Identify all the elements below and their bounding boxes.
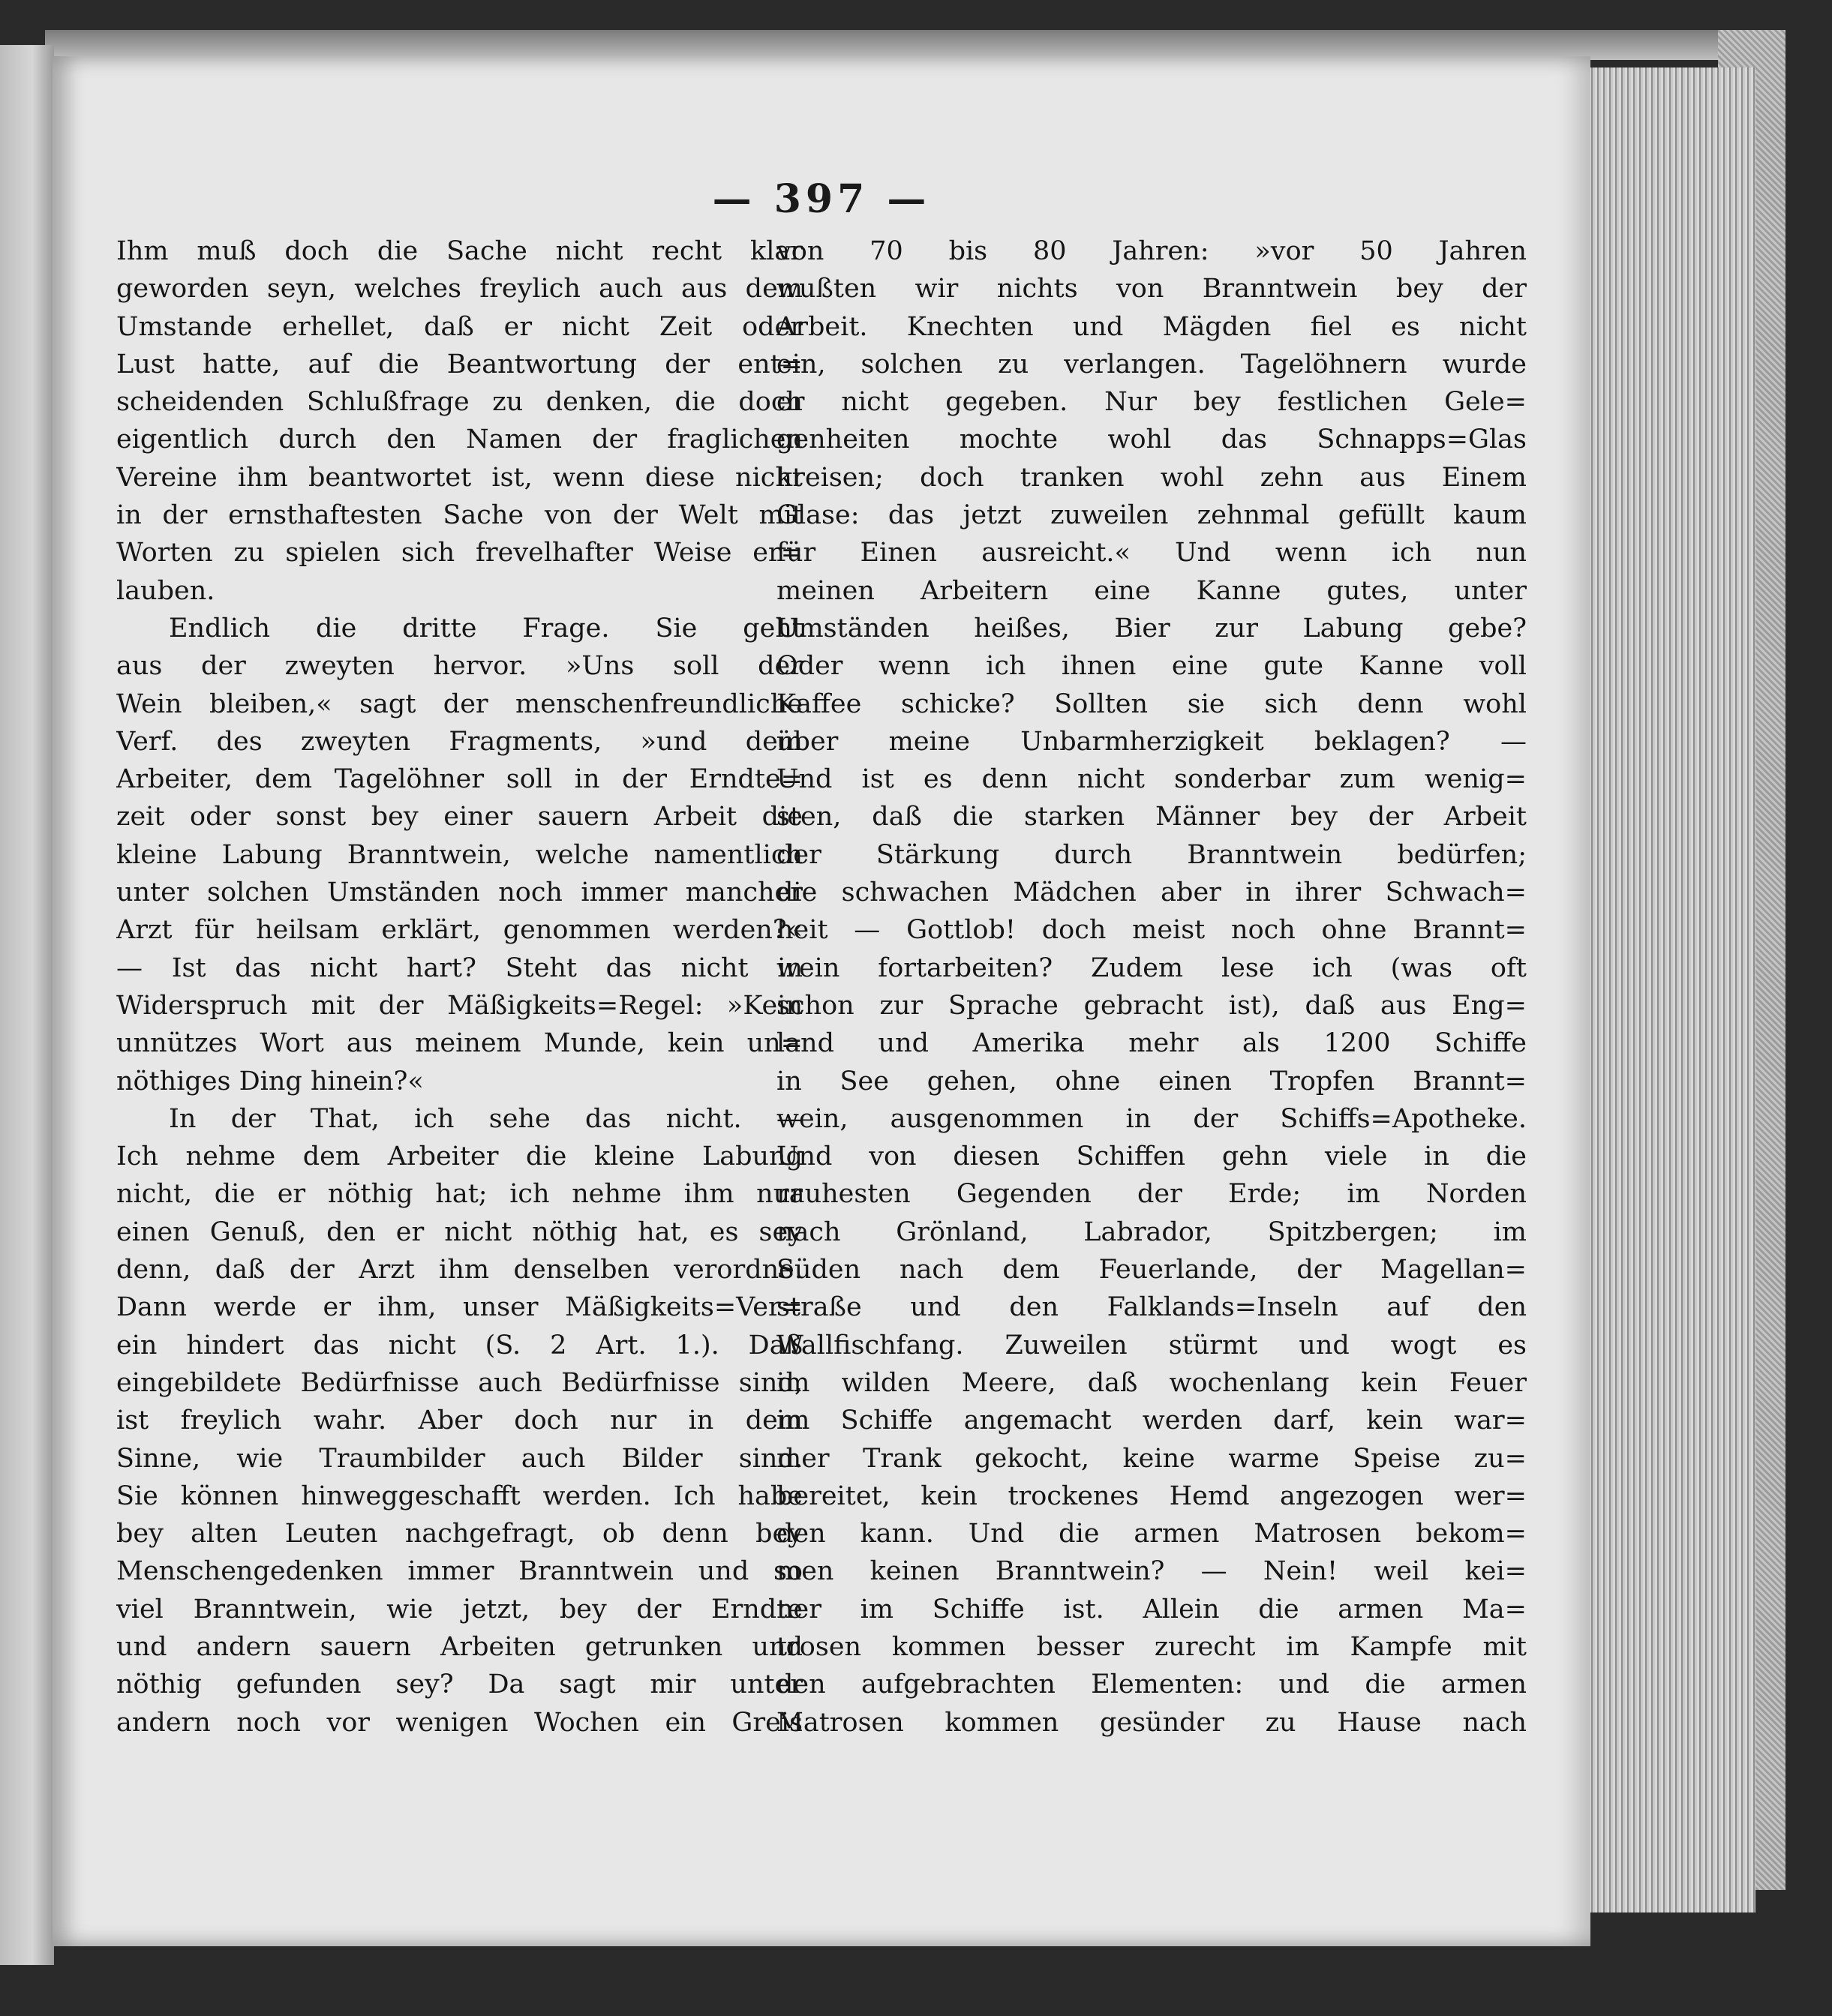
text-line: in See gehen, ohne einen Tropfen Brannt= bbox=[776, 1066, 1527, 1096]
text-line: Wallfischfang. Zuweilen stürmt und wogt es bbox=[776, 1330, 1527, 1360]
text-line: heit — Gottlob! doch meist noch ohne Brannt= bbox=[776, 915, 1527, 946]
text-line: er nicht gegeben. Nur bey festlichen Gele= bbox=[776, 387, 1527, 418]
text-line: Vereine ihm beantwortet ist, wenn diese nicht bbox=[116, 462, 803, 493]
text-line: mer Trank gekocht, keine warme Speise zu= bbox=[776, 1443, 1527, 1474]
text-line: eingebildete Bedürfnisse auch Bedürfnisse sind, bbox=[116, 1367, 803, 1398]
text-line: ner im Schiffe ist. Allein die armen Ma= bbox=[776, 1594, 1527, 1624]
text-line: wein fortarbeiten? Zudem lese ich (was oft bbox=[776, 952, 1527, 983]
text-line: trosen kommen besser zurecht im Kampfe mit bbox=[776, 1631, 1527, 1662]
text-line: men keinen Branntwein? — Nein! weil kei= bbox=[776, 1556, 1527, 1587]
text-line: ein hindert das nicht (S. 2 Art. 1.). Daß bbox=[116, 1330, 803, 1360]
text-line: Verf. des zweyten Fragments, »und dem bbox=[116, 726, 803, 757]
text-line: kleine Labung Branntwein, welche namentlich bbox=[116, 839, 803, 870]
text-line: nach Grönland, Labrador, Spitzbergen; im bbox=[776, 1216, 1527, 1247]
text-line: von 70 bis 80 Jahren: »vor 50 Jahren bbox=[776, 236, 1527, 266]
text-line: über meine Unbarmherzigkeit beklagen? — bbox=[776, 726, 1527, 757]
text-line: Süden nach dem Feuerlande, der Magellan= bbox=[776, 1255, 1527, 1286]
text-line: meinen Arbeitern eine Kanne gutes, unter bbox=[776, 575, 1527, 606]
text-line: nöthig gefunden sey? Da sagt mir unter bbox=[116, 1670, 803, 1700]
text-line: Kaffee schicke? Sollten sie sich denn wohl bbox=[776, 688, 1527, 719]
text-line: der Stärkung durch Branntwein bedürfen; bbox=[776, 839, 1527, 870]
text-line: lauben. bbox=[116, 575, 215, 606]
text-line: unnützes Wort aus meinem Munde, kein un= bbox=[116, 1028, 803, 1059]
page-number: — 397 — bbox=[712, 176, 931, 222]
text-line: schon zur Sprache gebracht ist), daß aus Eng= bbox=[776, 990, 1527, 1021]
text-line: wein, ausgenommen in der Schiffs=Apotheke. bbox=[776, 1103, 1527, 1134]
text-line: Sie können hinweggeschafft werden. Ich habe bbox=[116, 1480, 803, 1511]
facing-page-strip bbox=[0, 45, 54, 1965]
text-line: Arbeit. Knechten und Mägden fiel es nicht bbox=[776, 311, 1527, 342]
text-line: Glase: das jetzt zuweilen zehnmal gefüllt kaum bbox=[776, 500, 1527, 531]
text-line: denn, daß der Arzt ihm denselben verordne. bbox=[116, 1255, 803, 1286]
text-line: genheiten mochte wohl das Schnapps=Glas bbox=[776, 424, 1527, 455]
text-line: den aufgebrachten Elementen: und die armen bbox=[776, 1670, 1527, 1700]
text-line: Oder wenn ich ihnen eine gute Kanne voll bbox=[776, 651, 1527, 682]
text-line: Menschengedenken immer Branntwein und so bbox=[116, 1556, 803, 1587]
text-line: die schwachen Mädchen aber in ihrer Schwach= bbox=[776, 878, 1527, 908]
text-line: aus der zweyten hervor. »Uns soll der bbox=[116, 651, 803, 682]
left-text-column bbox=[116, 232, 803, 1742]
book-cover-top-edge bbox=[45, 30, 1770, 60]
text-line: andern noch vor wenigen Wochen ein Greis bbox=[116, 1707, 803, 1738]
text-line: Ihm muß doch die Sache nicht recht klar bbox=[116, 236, 803, 266]
text-line: straße und den Falklands=Inseln auf den bbox=[776, 1292, 1527, 1323]
text-line: land und Amerika mehr als 1200 Schiffe bbox=[776, 1028, 1527, 1059]
text-line: Arbeiter, dem Tagelöhner soll in der Erndte= bbox=[116, 764, 803, 795]
text-line: bey alten Leuten nachgefragt, ob denn bey bbox=[116, 1519, 803, 1550]
text-line: eigentlich durch den Namen der fraglichen bbox=[116, 424, 803, 455]
text-line: im Schiffe angemacht werden darf, kein war= bbox=[776, 1406, 1527, 1436]
text-line: rauhesten Gegenden der Erde; im Norden bbox=[776, 1179, 1527, 1210]
text-line: bereitet, kein trockenes Hemd angezogen wer= bbox=[776, 1480, 1527, 1511]
text-line: im wilden Meere, daß wochenlang kein Feuer bbox=[776, 1367, 1527, 1398]
book-page bbox=[53, 56, 1590, 1946]
text-line: zeit oder sonst bey einer sauern Arbeit die bbox=[116, 802, 803, 832]
right-text-column bbox=[776, 232, 1527, 1742]
text-line: ist freylich wahr. Aber doch nur in dem bbox=[116, 1406, 803, 1436]
text-line: Worten zu spielen sich frevelhafter Weise er= bbox=[116, 538, 803, 568]
text-line: Und von diesen Schiffen gehn viele in die bbox=[776, 1142, 1527, 1172]
text-line: unter solchen Umständen noch immer mancher bbox=[116, 878, 803, 908]
text-line: scheidenden Schlußfrage zu denken, die doch bbox=[116, 387, 803, 418]
text-line: kreisen; doch tranken wohl zehn aus Einem bbox=[776, 462, 1527, 493]
text-line: nöthiges Ding hinein?« bbox=[116, 1066, 424, 1096]
text-line: ein, solchen zu verlangen. Tagelöhnern wurde bbox=[776, 349, 1527, 380]
text-line: geworden seyn, welches freylich auch aus dem bbox=[116, 274, 803, 304]
text-line: und andern sauern Arbeiten getrunken und bbox=[116, 1631, 803, 1662]
text-line: Ich nehme dem Arbeiter die kleine Labung bbox=[116, 1142, 803, 1172]
text-line: Matrosen kommen gesünder zu Hause nach bbox=[776, 1707, 1527, 1738]
text-line: wußten wir nichts von Branntwein bey der bbox=[776, 274, 1527, 304]
text-line: einen Genuß, den er nicht nöthig hat, es sey bbox=[116, 1216, 803, 1247]
text-line: sten, daß die starken Männer bey der Arbeit bbox=[776, 802, 1527, 832]
text-line: Arzt für heilsam erklärt, genommen werden?« bbox=[116, 915, 803, 946]
text-line: in der ernsthaftesten Sache von der Welt mit bbox=[116, 500, 803, 531]
text-line: Sinne, wie Traumbilder auch Bilder sind. bbox=[116, 1443, 803, 1474]
text-line: Dann werde er ihm, unser Mäßigkeits=Ver= bbox=[116, 1292, 803, 1323]
text-line: Und ist es denn nicht sonderbar zum wenig= bbox=[776, 764, 1527, 795]
text-line: Umständen heißes, Bier zur Labung gebe? bbox=[776, 613, 1527, 644]
text-line: für Einen ausreicht.« Und wenn ich nun bbox=[776, 538, 1527, 568]
text-line: viel Branntwein, wie jetzt, bey der Erndte bbox=[116, 1594, 803, 1624]
text-line: In der That, ich sehe das nicht. — bbox=[169, 1103, 803, 1134]
page-block-edges bbox=[1583, 68, 1755, 1912]
text-line: Umstande erhellet, daß er nicht Zeit oder bbox=[116, 311, 803, 342]
text-line: Endlich die dritte Frage. Sie geht bbox=[169, 613, 803, 644]
text-line: Wein bleiben,« sagt der menschenfreundliche bbox=[116, 688, 803, 719]
text-line: Lust hatte, auf die Beantwortung der ent= bbox=[116, 349, 803, 380]
text-line: Widerspruch mit der Mäßigkeits=Regel: »Kein bbox=[116, 990, 803, 1021]
text-line: den kann. Und die armen Matrosen bekom= bbox=[776, 1519, 1527, 1550]
text-line: — Ist das nicht hart? Steht das nicht in bbox=[116, 952, 803, 983]
text-line: nicht, die er nöthig hat; ich nehme ihm nur bbox=[116, 1179, 803, 1210]
